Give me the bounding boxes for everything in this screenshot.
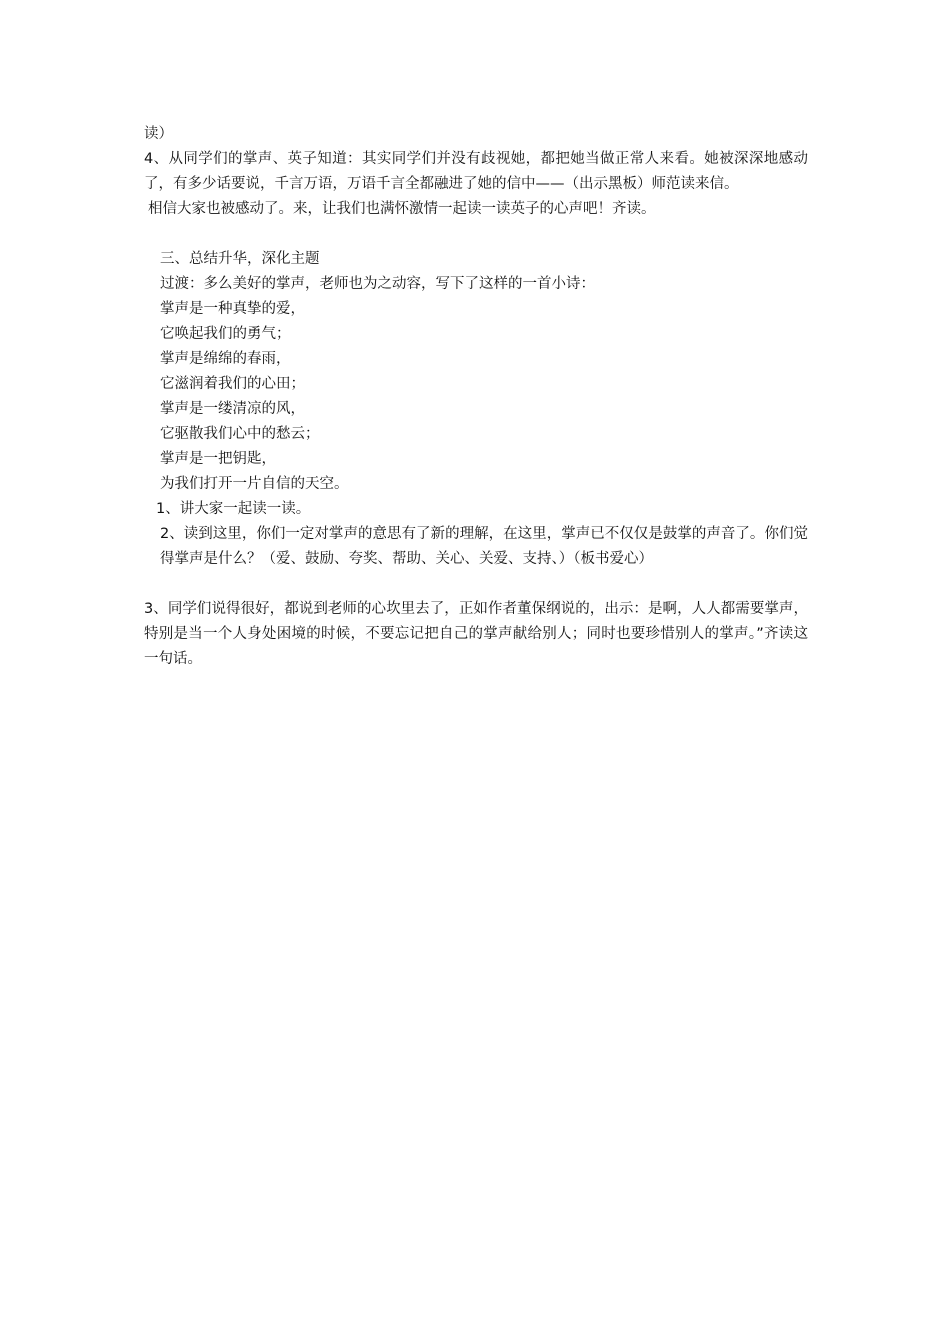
poem-line-4: 它滋润着我们的心田； [160,376,305,392]
poem-line-8: 为我们打开一片自信的天空。 [160,476,349,492]
paragraph-read-end: 读） [144,126,173,142]
paragraph-item-4: 4、从同学们的掌声、英子知道：其实同学们并没有歧视她，都把她当做正常人来看。她被深深地感动了，有多少话要说，千言万语，万语千言全都融进了她的信中——（出示黑板）师范读来信。 [144,151,808,192]
section-heading-3: 三、总结升华，深化主题 [160,251,320,267]
paragraph-item-1: 1、讲大家一起读一读。 [156,501,311,517]
paragraph-item-2: 2、读到这里，你们一定对掌声的意思有了新的理解，在这里，掌声已不仅仅是鼓掌的声音了。你们觉得掌声是什么？（爱、鼓励、夸奖、帮助、关心、关爱、支持、）（板书爱心） [160,526,808,567]
paragraph-transition: 过渡：多么美好的掌声，老师也为之动容，写下了这样的一首小诗： [160,276,595,292]
poem-line-1: 掌声是一种真挚的爱， [160,301,305,317]
blank-line [144,222,808,247]
paragraph-item-3: 3、同学们说得很好，都说到老师的心坎里去了，正如作者董保纲说的，出示：是啊，人人都需要掌声，特别是当一个人身处困境的时候，不要忘记把自己的掌声献给别人；同时也要珍惜别人的掌声。”齐读这一句话。 [144,601,808,667]
poem-line-6: 它驱散我们心中的愁云； [160,426,320,442]
poem-line-5: 掌声是一缕清凉的风， [160,401,305,417]
paragraph-read-together: 相信大家也被感动了。来，让我们也满怀激情一起读一读英子的心声吧！齐读。 [148,201,656,217]
poem-line-7: 掌声是一把钥匙， [160,451,276,467]
blank-line [144,572,808,597]
poem-line-2: 它唤起我们的勇气； [160,326,291,342]
poem-line-3: 掌声是绵绵的春雨， [160,351,291,367]
document-page [144,122,808,672]
